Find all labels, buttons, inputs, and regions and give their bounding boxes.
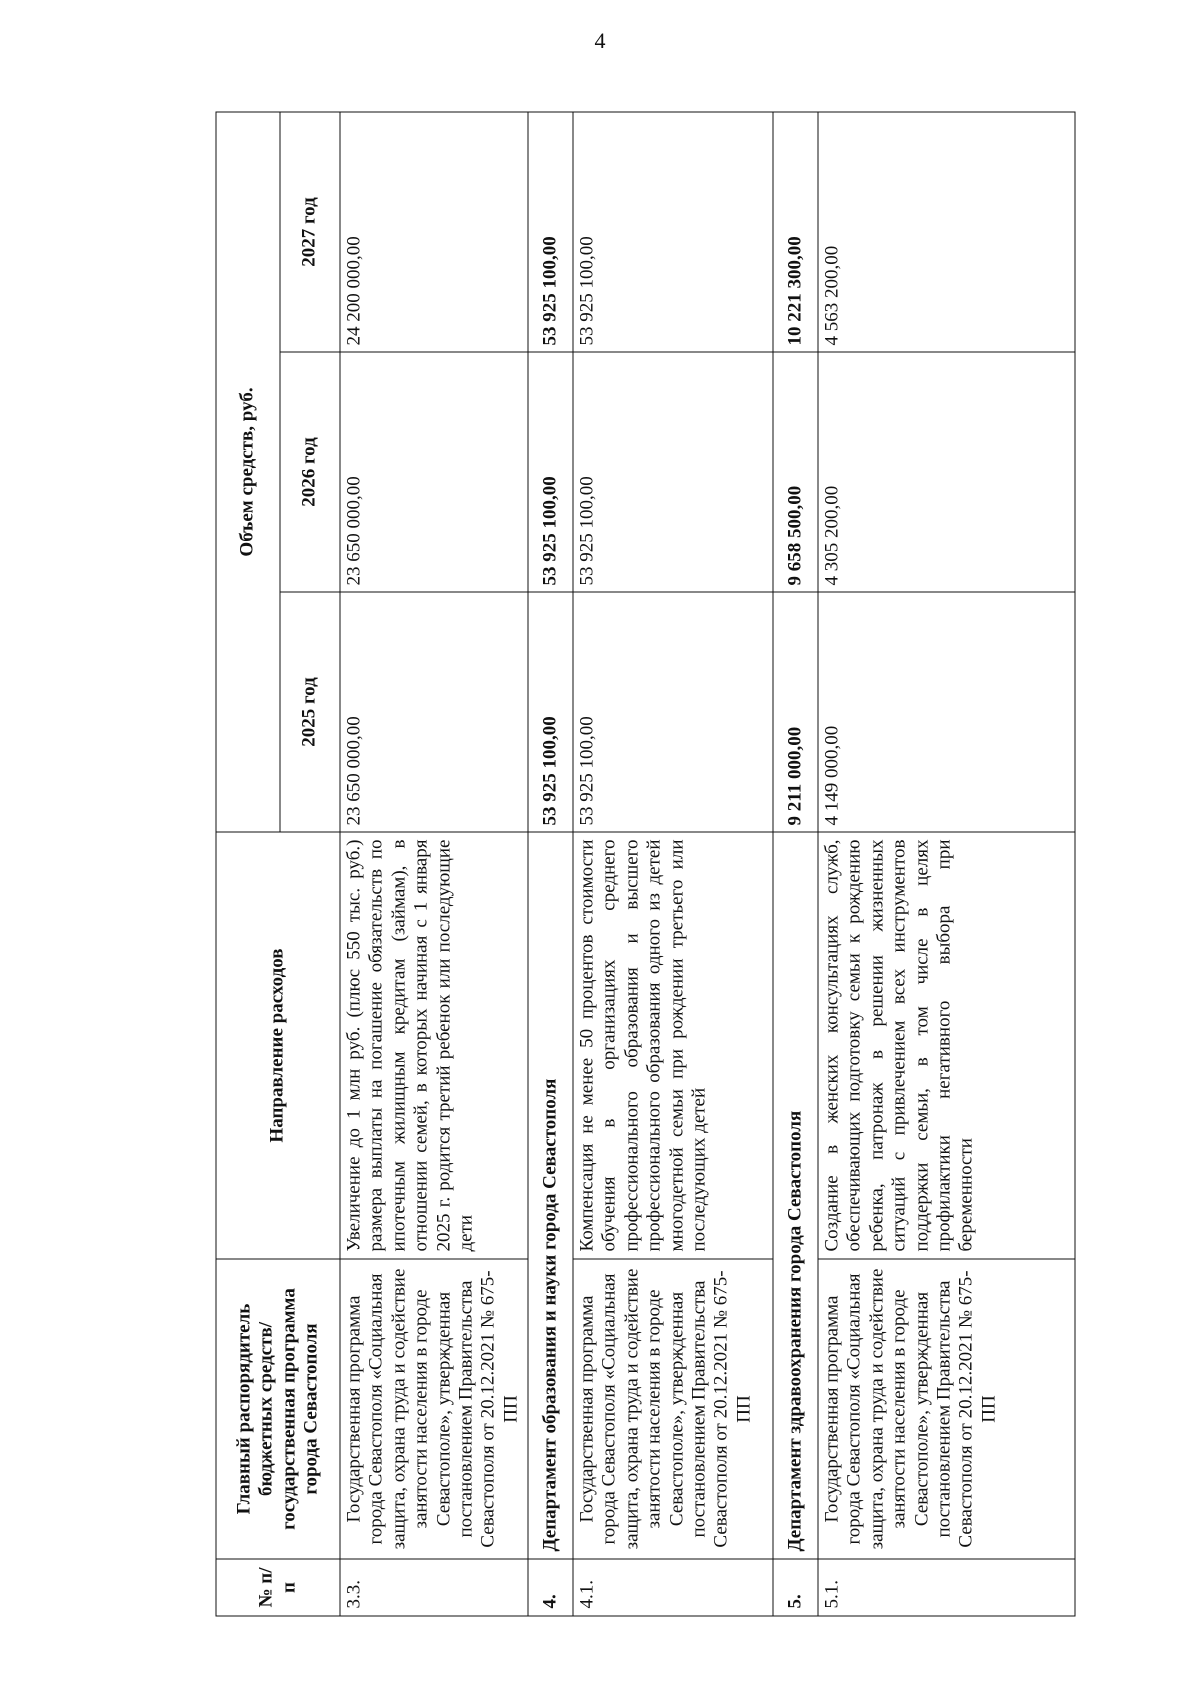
- section-total-2027: 10 221 300,00: [773, 112, 818, 352]
- section-total-2026: 9 658 500,00: [773, 352, 818, 592]
- header-program: Главный распорядитель бюджетных средств/государственная программа города Севастополя: [216, 1259, 340, 1559]
- amount-2027: 53 925 100,00: [573, 112, 773, 352]
- header-direction: Направление расходов: [216, 832, 340, 1259]
- section-total-2025: 9 211 000,00: [773, 592, 818, 832]
- program-cell: Государственная программа города Севастополя «Социальная защита, охрана труда и содействие занятости населения в городе Севастополе», утвержденная постановлением Правительства Севастополя от 20.12.2021 № 675-ПП: [573, 1259, 773, 1559]
- section-row: [773, 112, 818, 1616]
- direction-cell: Увеличение до 1 млн руб. (плюс 550 тыс. руб.) размера выплаты на погашение обязательств по ипотечным жилищным кредитам (займам), в отношении семей, в которых начиная с 1 января 2025 г. родится третий ребенок или последующие дети: [340, 832, 528, 1259]
- table-row: [340, 112, 528, 1616]
- direction-cell: Создание в женских консультациях служб, обеспечивающих подготовку семьи к рождению ребенка, патронаж в решении жизненных ситуаций с привлечением всех инструментов поддержки семьи, в том числе в целях профилактики негативного выбора при беременности: [818, 832, 1075, 1259]
- table-row: [818, 112, 1075, 1616]
- header-2026: 2026 год: [280, 352, 340, 592]
- header-2025: 2025 год: [280, 592, 340, 832]
- amount-2027: 4 563 200,00: [818, 112, 1075, 352]
- section-total-2025: 53 925 100,00: [528, 592, 573, 832]
- header-volume: Объем средств, руб.: [216, 112, 280, 832]
- header-2027: 2027 год: [280, 112, 340, 352]
- header-row: [216, 112, 280, 1616]
- section-title: Департамент образования и науки города Севастополя: [528, 832, 573, 1559]
- program-cell: Государственная программа города Севастополя «Социальная защита, охрана труда и содействие занятости населения в городе Севастополе», утвержденная постановлением Правительства Севастополя от 20.12.2021 № 675-ПП: [340, 1259, 528, 1559]
- rotated-table-sheet: [216, 113, 1073, 1617]
- row-number: 4.1.: [573, 1559, 773, 1616]
- amount-2026: 53 925 100,00: [573, 352, 773, 592]
- amount-2025: 23 650 000,00: [340, 592, 528, 832]
- row-number: 5.1.: [818, 1559, 1075, 1616]
- section-number: 4.: [528, 1559, 573, 1616]
- section-total-2026: 53 925 100,00: [528, 352, 573, 592]
- amount-2025: 53 925 100,00: [573, 592, 773, 832]
- row-number: 3.3.: [340, 1559, 528, 1616]
- amount-2025: 4 149 000,00: [818, 592, 1075, 832]
- amount-2027: 24 200 000,00: [340, 112, 528, 352]
- amount-2026: 23 650 000,00: [340, 352, 528, 592]
- table-row: [573, 112, 773, 1616]
- program-cell: Государственная программа города Севастополя «Социальная защита, охрана труда и содействие занятости населения в городе Севастополе», утвержденная постановлением Правительства Севастополя от 20.12.2021 № 675-ПП: [818, 1259, 1075, 1559]
- page-number: 4: [594, 28, 606, 53]
- header-num: № п/п: [216, 1559, 340, 1616]
- section-number: 5.: [773, 1559, 818, 1616]
- section-row: [528, 112, 573, 1616]
- amount-2026: 4 305 200,00: [818, 352, 1075, 592]
- direction-cell: Компенсация не менее 50 процентов стоимости обучения в организациях среднего профессионального образования и высшего профессионального образования одного из детей многодетной семьи при рождении третьего или последующих детей: [573, 832, 773, 1259]
- budget-table: [216, 111, 1076, 1616]
- section-title: Департамент здравоохранения города Севастополя: [773, 832, 818, 1559]
- section-total-2027: 53 925 100,00: [528, 112, 573, 352]
